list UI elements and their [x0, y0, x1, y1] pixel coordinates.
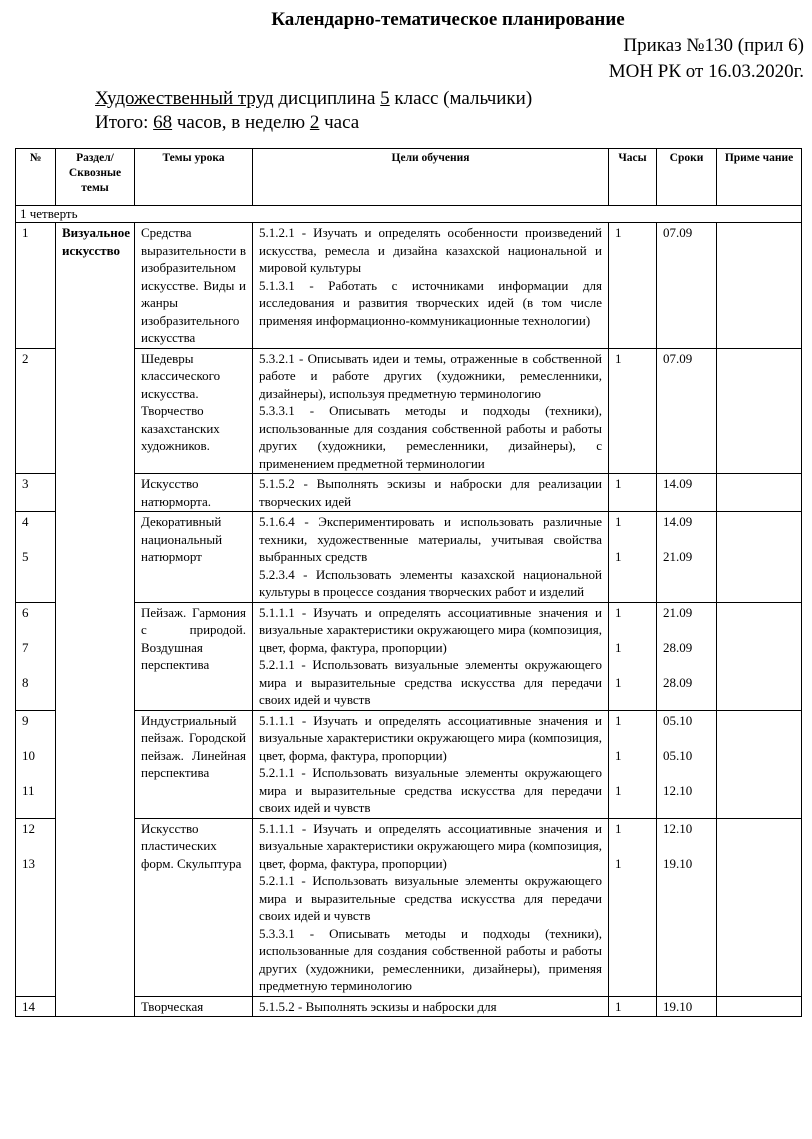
row-number	[16, 818, 56, 996]
hours-item: 1	[615, 350, 622, 366]
notes-cell	[717, 223, 802, 349]
row-number	[16, 223, 56, 349]
table-header-row	[16, 149, 802, 206]
dates-item: 28.09	[663, 639, 693, 655]
goals-item: 5.2.1.1 - Использовать визуальные элементы окружающего мира и выразительные средства искусства для передачи своих идей и чувств	[259, 765, 602, 815]
learning-goals	[253, 348, 609, 474]
order-ministry-date: МОН РК от 16.03.2020г.	[608, 61, 804, 82]
hours-item: 1	[615, 476, 622, 491]
row-number	[16, 996, 56, 1017]
dates-item: 05.10	[663, 712, 693, 728]
goals-item: 5.1.2.1 - Изучать и определять особенности произведений искусства, ремесла и дизайна казахской национальной и мировой культуры	[259, 225, 602, 275]
hours-item: 1	[615, 820, 622, 836]
dates-item: 19.10	[663, 855, 693, 871]
total-mid: часов, в неделю	[172, 112, 310, 133]
table-row	[16, 223, 802, 349]
lesson-topic: Творческая	[135, 996, 253, 1017]
goals-item: 5.1.1.1 - Изучать и определять ассоциативные значения и визуальные характеристики окружающего мира (композиция, цвет, форма, фактура, пропорции)	[259, 820, 602, 871]
goals-item: 5.3.3.1 - Описывать методы и подходы (техники), использованные для создания собственной работы и работы других (художники, ремесленники, дизайнеры), применяя предметную терминологию	[259, 925, 602, 993]
hours-item: 1	[615, 604, 622, 620]
nums-item: 8	[22, 674, 29, 690]
nums-item: 7	[22, 639, 29, 655]
goals-item: 5.1.6.4 - Экспериментировать и использовать различные техники, художественные материалы, учитывая свойства выбранных средств	[259, 514, 602, 564]
dates-item: 07.09	[663, 350, 693, 366]
lesson-topic: Искусство натюрморта.	[135, 474, 253, 512]
hours-item: 1	[615, 998, 622, 1014]
notes-cell	[717, 602, 802, 710]
notes-cell	[717, 710, 802, 818]
nums-item: 9	[22, 712, 29, 728]
col-header-notes: Приме чание	[717, 149, 802, 206]
quarter-row	[16, 206, 802, 223]
nums-item: 10	[22, 747, 35, 763]
dates-cell	[657, 223, 717, 349]
nums-item: 3	[22, 476, 29, 491]
weekly-hours: 2	[309, 112, 320, 133]
dates-cell	[657, 602, 717, 710]
notes-cell	[717, 512, 802, 603]
goals-item: 5.1.5.2 - Выполнять эскизы и наброски для реализации творческих идей	[259, 476, 602, 509]
goals-item: 5.3.2.1 - Описывать идеи и темы, отраженные в собственной работе и работе других (художники, ремесленники, дизайнеры), используя предметную терминологию	[259, 350, 602, 401]
dates-item: 05.10	[663, 747, 693, 763]
col-header-topic: Темы урока	[135, 149, 253, 206]
dates-cell	[657, 512, 717, 603]
nums-item: 11	[22, 782, 35, 798]
hours-cell	[609, 512, 657, 603]
notes-cell	[717, 348, 802, 474]
hours-item: 1	[615, 855, 622, 871]
dates-cell	[657, 818, 717, 996]
hours-item: 1	[615, 674, 622, 690]
notes-cell	[717, 996, 802, 1017]
hours-cell	[609, 223, 657, 349]
dates-cell	[657, 474, 717, 512]
goals-item: 5.2.1.1 - Использовать визуальные элементы окружающего мира и выразительные средства искусства для передачи своих идей и чувств	[259, 657, 602, 707]
total-label: Итого:	[95, 112, 154, 133]
hours-item: 1	[615, 514, 622, 529]
nums-item: 6	[22, 604, 29, 620]
nums-item: 4	[22, 514, 29, 529]
nums-item: 5	[22, 549, 29, 564]
quarter-label: 1 четверть	[16, 206, 802, 223]
dates-cell	[657, 348, 717, 474]
subject-line	[95, 88, 532, 110]
hours-cell	[609, 348, 657, 474]
section-cell: Визуальное искусство	[56, 223, 135, 1017]
subject-discipline: дисциплина	[273, 88, 381, 109]
dates-item: 12.10	[663, 782, 693, 798]
lesson-topic: Шедевры классического искусства. Творчество казахстанских художников.	[135, 348, 253, 474]
goals-item: 5.1.1.1 - Изучать и определять ассоциативные значения и визуальные характеристики окружающего мира (композиция, цвет, форма, фактура, пропорции)	[259, 712, 602, 763]
dates-item: 14.09	[663, 514, 693, 529]
hours-item: 1	[615, 747, 622, 763]
goals-item: 5.1.3.1 - Работать с источниками информации для исследования и развития творческих идей (в том числе применяя информационно-коммуникационные технологии)	[259, 277, 602, 328]
dates-item: 14.09	[663, 476, 693, 491]
learning-goals	[253, 818, 609, 996]
document-title: Календарно-тематическое планирование	[271, 9, 625, 30]
col-header-section: Раздел/ Сквозные темы	[56, 149, 135, 206]
subject-class: класс (мальчики)	[389, 88, 533, 109]
hours-cell	[609, 474, 657, 512]
row-number	[16, 474, 56, 512]
notes-cell	[717, 474, 802, 512]
nums-item: 1	[22, 225, 29, 240]
total-hours-line	[95, 112, 359, 134]
lesson-topic: Индустриальный пейзаж. Городской пейзаж. Линейная перспектива	[135, 710, 253, 818]
goals-item: 5.2.1.1 - Использовать визуальные элементы окружающего мира и выразительные средства искусства для передачи своих идей и чувств	[259, 873, 602, 923]
dates-cell	[657, 710, 717, 818]
hours-cell	[609, 710, 657, 818]
nums-item: 2	[22, 350, 29, 366]
goals-item: 5.1.1.1 - Изучать и определять ассоциативные значения и визуальные характеристики окружающего мира (композиция, цвет, форма, фактура, пропорции)	[259, 604, 602, 655]
dates-item: 07.09	[663, 225, 693, 240]
lesson-topic: Искусство пластических форм. Скульптура	[135, 818, 253, 996]
lesson-topic: Пейзаж. Гармония с природой. Воздушная перспектива	[135, 602, 253, 710]
nums-item: 14	[22, 998, 35, 1014]
learning-goals	[253, 710, 609, 818]
dates-item: 21.09	[663, 604, 693, 620]
nums-item: 13	[22, 855, 35, 871]
learning-goals	[253, 602, 609, 710]
hours-cell	[609, 996, 657, 1017]
col-header-dates: Сроки	[657, 149, 717, 206]
col-header-goals: Цели обучения	[253, 149, 609, 206]
hours-item: 1	[615, 549, 622, 564]
dates-item: 12.10	[663, 820, 693, 836]
order-reference: Приказ №130 (прил 6)	[623, 35, 804, 56]
hours-cell	[609, 602, 657, 710]
hours-item: 1	[615, 225, 622, 240]
plan-table	[15, 148, 802, 1017]
hours-item: 1	[615, 782, 622, 798]
grade-number: 5	[380, 88, 390, 109]
col-header-hours: Часы	[609, 149, 657, 206]
total-end: часа	[319, 112, 360, 133]
row-number	[16, 348, 56, 474]
nums-item: 12	[22, 820, 35, 836]
notes-cell	[717, 818, 802, 996]
goals-item: 5.2.3.4 - Использовать элементы казахской национальной культуры в процессе создания творческих работ и изделий	[259, 566, 602, 599]
row-number	[16, 710, 56, 818]
subject-name: Художественный труд	[95, 88, 274, 109]
row-number	[16, 602, 56, 710]
total-hours: 68	[153, 112, 173, 133]
learning-goals	[253, 223, 609, 349]
learning-goals	[253, 512, 609, 603]
hours-item: 1	[615, 639, 622, 655]
row-number	[16, 512, 56, 603]
goals-item: 5.1.5.2 - Выполнять эскизы и наброски для	[259, 998, 497, 1014]
lesson-topic: Средства выразительности в изобразительном искусстве. Виды и жанры изобразительного искусства	[135, 223, 253, 349]
hours-cell	[609, 818, 657, 996]
learning-goals	[253, 474, 609, 512]
col-header-number: №	[16, 149, 56, 206]
learning-goals	[253, 996, 609, 1017]
dates-item: 19.10	[663, 998, 693, 1014]
dates-item: 28.09	[663, 674, 693, 690]
hours-item: 1	[615, 712, 622, 728]
dates-item: 21.09	[663, 549, 693, 564]
lesson-topic: Декоративный национальный натюрморт	[135, 512, 253, 603]
dates-cell	[657, 996, 717, 1017]
goals-item: 5.3.3.1 - Описывать методы и подходы (техники), использованные для создания собственной работы и работы других (художники, ремесленники, дизайнеры), с применением предметной терминологии	[259, 403, 602, 471]
